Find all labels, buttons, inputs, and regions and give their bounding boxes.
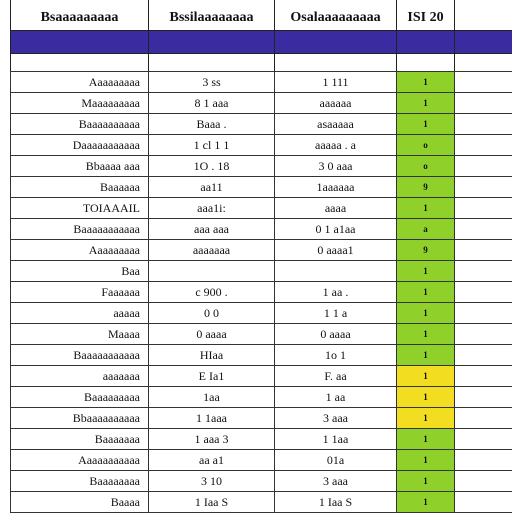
value-cell[interactable]: aaa1i: [149, 198, 275, 219]
value-cell[interactable]: 0 aaaa [149, 324, 275, 345]
name-cell[interactable]: Daaaaaaaaaaa [11, 135, 149, 156]
table-row [11, 240, 512, 261]
name-cell[interactable]: Aaaaaaaaaaa [11, 450, 149, 471]
value-cell[interactable]: 1 Iaa S [275, 492, 397, 513]
value-cell[interactable]: 1aaaaaa [275, 177, 397, 198]
name-cell[interactable]: TOIAAAIL [11, 198, 149, 219]
header-cell[interactable]: Bssilaaaaaaaa [149, 0, 275, 31]
value-cell[interactable]: F. aa [275, 366, 397, 387]
status-cell[interactable]: 1 [397, 408, 455, 429]
table-row [11, 219, 512, 240]
status-cell[interactable]: 1 [397, 366, 455, 387]
spacer-cell [397, 54, 455, 72]
table-row [11, 387, 512, 408]
name-cell[interactable]: Maaaa [11, 324, 149, 345]
band-cell [11, 31, 149, 54]
status-cell[interactable]: 1 [397, 345, 455, 366]
value-cell[interactable]: aaaaa . a [275, 135, 397, 156]
value-cell[interactable]: Baaa . [149, 114, 275, 135]
status-cell[interactable]: 1 [397, 72, 455, 93]
value-cell[interactable]: 1O . 18 [149, 156, 275, 177]
empty-cell[interactable] [455, 177, 512, 198]
table-row [11, 345, 512, 366]
status-cell[interactable]: 1 [397, 282, 455, 303]
header-band [11, 31, 512, 54]
empty-cell[interactable] [455, 282, 512, 303]
table-row [11, 177, 512, 198]
value-cell[interactable]: 1 Iaa S [149, 492, 275, 513]
value-cell[interactable]: aaa aaa [149, 219, 275, 240]
name-cell[interactable]: Aaaaaaaaa [11, 72, 149, 93]
table-row [11, 429, 512, 450]
table-row [11, 408, 512, 429]
value-cell[interactable]: E Ia1 [149, 366, 275, 387]
name-cell[interactable]: Baaaaaa [11, 177, 149, 198]
name-cell[interactable]: Bbaaaaaaaaaa [11, 408, 149, 429]
name-cell[interactable]: Bbaaaa aaa [11, 156, 149, 177]
value-cell[interactable]: aaaa [275, 198, 397, 219]
empty-cell[interactable] [455, 72, 512, 93]
status-cell[interactable]: 1 [397, 450, 455, 471]
spacer-cell [11, 54, 149, 72]
value-cell[interactable]: 3 aaa [275, 471, 397, 492]
header-row [11, 0, 512, 31]
empty-cell[interactable] [455, 324, 512, 345]
table-row [11, 114, 512, 135]
data-table [10, 0, 512, 513]
value-cell[interactable]: 3 0 aaa [275, 156, 397, 177]
table-row [11, 450, 512, 471]
band-cell [149, 31, 275, 54]
value-cell[interactable]: 0 1 a1aa [275, 219, 397, 240]
status-cell[interactable]: 1 [397, 492, 455, 513]
header-cell[interactable] [455, 0, 512, 31]
table-row [11, 135, 512, 156]
empty-cell[interactable] [455, 240, 512, 261]
value-cell[interactable]: 1 1aa [275, 429, 397, 450]
name-cell[interactable]: Baaaaaaaaaaa [11, 219, 149, 240]
name-cell[interactable]: Baa [11, 261, 149, 282]
value-cell[interactable]: 0 0 [149, 303, 275, 324]
status-cell[interactable]: 1 [397, 261, 455, 282]
value-cell[interactable]: aa11 [149, 177, 275, 198]
empty-cell[interactable] [455, 345, 512, 366]
value-cell[interactable]: 1 aaa 3 [149, 429, 275, 450]
name-cell[interactable]: Faaaaaa [11, 282, 149, 303]
status-cell[interactable]: 1 [397, 429, 455, 450]
name-cell[interactable]: Baaaa [11, 492, 149, 513]
status-cell[interactable]: 9 [397, 177, 455, 198]
empty-cell[interactable] [455, 261, 512, 282]
status-cell[interactable]: 1 [397, 324, 455, 345]
value-cell[interactable]: 1 aa . [275, 282, 397, 303]
empty-cell[interactable] [455, 303, 512, 324]
status-cell[interactable]: o [397, 135, 455, 156]
name-cell[interactable]: aaaaaaa [11, 366, 149, 387]
empty-cell[interactable] [455, 135, 512, 156]
status-cell[interactable]: o [397, 156, 455, 177]
table-row [11, 282, 512, 303]
value-cell[interactable]: 1 111 [275, 72, 397, 93]
name-cell[interactable]: Baaaaaaa [11, 429, 149, 450]
name-cell[interactable]: Baaaaaaaa [11, 471, 149, 492]
value-cell[interactable]: aa a1 [149, 450, 275, 471]
empty-cell[interactable] [455, 492, 512, 513]
empty-cell[interactable] [455, 450, 512, 471]
table-row [11, 366, 512, 387]
status-cell[interactable]: 1 [397, 471, 455, 492]
spacer-cell [275, 54, 397, 72]
value-cell[interactable]: aaaaaa [275, 93, 397, 114]
status-cell[interactable]: 1 [397, 387, 455, 408]
value-cell[interactable]: HIaa [149, 345, 275, 366]
band-cell [397, 31, 455, 54]
table-row [11, 261, 512, 282]
value-cell[interactable]: 1 cl 1 1 [149, 135, 275, 156]
name-cell[interactable]: Baaaaaaaaaa [11, 114, 149, 135]
value-cell[interactable]: 1aa [149, 387, 275, 408]
empty-cell[interactable] [455, 429, 512, 450]
value-cell[interactable]: 1 1aaa [149, 408, 275, 429]
status-cell[interactable]: 1 [397, 114, 455, 135]
table-row [11, 93, 512, 114]
value-cell[interactable]: 8 1 aaa [149, 93, 275, 114]
value-cell[interactable]: 3 aaa [275, 408, 397, 429]
status-cell[interactable]: a [397, 219, 455, 240]
table-row [11, 492, 512, 513]
name-cell[interactable]: aaaaa [11, 303, 149, 324]
table-row [11, 198, 512, 219]
value-cell[interactable]: 1 1 a [275, 303, 397, 324]
value-cell[interactable]: 0 aaaa [275, 324, 397, 345]
header-cell[interactable]: Bsaaaaaaaaa [11, 0, 149, 31]
status-cell[interactable]: 1 [397, 198, 455, 219]
status-cell[interactable]: 9 [397, 240, 455, 261]
empty-cell[interactable] [455, 387, 512, 408]
table-row [11, 471, 512, 492]
table-row [11, 156, 512, 177]
status-cell[interactable]: 1 [397, 303, 455, 324]
empty-cell[interactable] [455, 219, 512, 240]
table-row [11, 324, 512, 345]
value-cell[interactable]: 3 ss [149, 72, 275, 93]
table-row [11, 303, 512, 324]
value-cell[interactable]: 1o 1 [275, 345, 397, 366]
value-cell[interactable] [149, 261, 275, 282]
empty-cell[interactable] [455, 366, 512, 387]
name-cell[interactable]: Aaaaaaaaa [11, 240, 149, 261]
value-cell[interactable]: 1 aa [275, 387, 397, 408]
header-cell[interactable]: Osalaaaaaaaaa [275, 0, 397, 31]
value-cell[interactable]: 0 aaaa1 [275, 240, 397, 261]
value-cell[interactable]: asaaaaa [275, 114, 397, 135]
empty-cell[interactable] [455, 408, 512, 429]
band-cell [455, 31, 512, 54]
name-cell[interactable]: Baaaaaaaaa [11, 387, 149, 408]
table-row [11, 72, 512, 93]
empty-cell[interactable] [455, 114, 512, 135]
spacer-cell [149, 54, 275, 72]
status-cell[interactable]: 1 [397, 93, 455, 114]
name-cell[interactable]: Maaaaaaaaa [11, 93, 149, 114]
value-cell[interactable]: 01a [275, 450, 397, 471]
band-cell [275, 31, 397, 54]
value-cell[interactable]: 3 10 [149, 471, 275, 492]
value-cell[interactable]: c 900 . [149, 282, 275, 303]
value-cell[interactable] [275, 261, 397, 282]
empty-cell[interactable] [455, 156, 512, 177]
spacer-row [11, 54, 512, 72]
empty-cell[interactable] [455, 93, 512, 114]
empty-cell[interactable] [455, 198, 512, 219]
header-cell[interactable]: ISI 20 [397, 0, 455, 31]
value-cell[interactable]: aaaaaaa [149, 240, 275, 261]
empty-cell[interactable] [455, 471, 512, 492]
name-cell[interactable]: Baaaaaaaaaaa [11, 345, 149, 366]
spacer-cell [455, 54, 512, 72]
